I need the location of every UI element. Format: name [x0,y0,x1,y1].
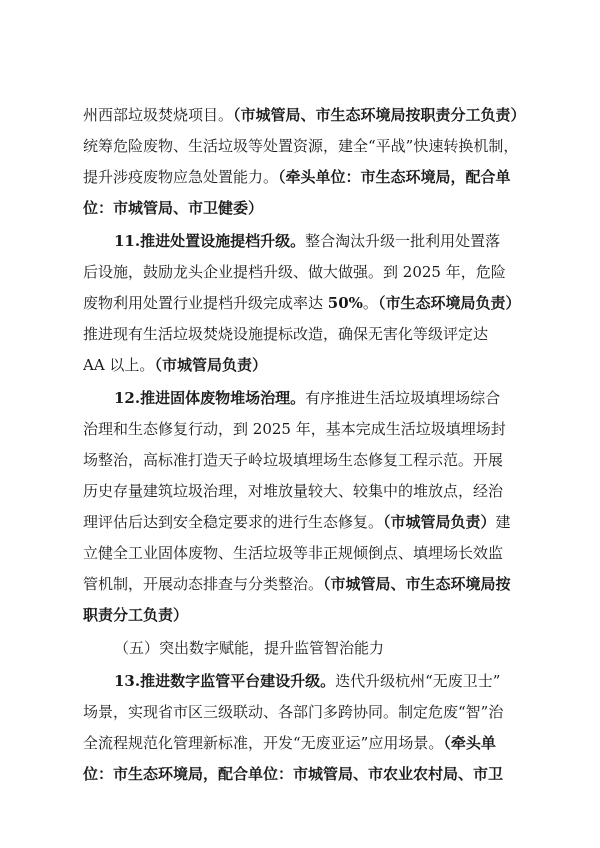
text-line [83,759,533,790]
item-title: 推进数字监管平台建设升级。 [140,672,336,690]
text-line [83,507,533,538]
responsibility-note: （市城管局负责） [383,513,496,531]
text-line [83,226,533,257]
text-line [83,569,533,600]
responsibility-note: （市生态环境局负责） [377,294,521,312]
text-line [83,538,533,569]
text-line [83,383,533,414]
body-text: 场整治，高标准打造天子岭垃圾填埋场生态修复工程示范。开展 [83,451,504,469]
text-line [83,414,533,445]
body-text: 全流程规范化管理新标准，开发“无废亚运”应用场景。 [83,734,444,752]
responsibility-note: （牵头单位：市生态环境局，配合单 [278,168,511,186]
section-heading [83,633,533,664]
text-line [83,728,533,759]
body-text: 整合淘汰升级一批利用处置落 [305,232,501,250]
body-text: 州西部垃圾焚烧项目。 [83,106,234,124]
text-line [83,445,533,476]
responsibility-note: （市城管局负责） [154,356,267,374]
body-text: 治理和生态修复行动，到 2025 年，基本完成生活垃圾填埋场封 [83,420,506,438]
text-line [83,476,533,507]
body-text: AA 以上。 [83,356,155,374]
text-line [83,131,533,162]
text-line [83,600,533,631]
document-page [83,100,533,790]
body-text: 有序推进生活垃圾填埋场综合 [305,389,501,407]
responsibility-note: （市城管局、市生态环境局按 [323,575,511,593]
body-text: 立健全工业固体废物、生活垃圾等非正规倾倒点、填埋场长效监 [83,544,504,562]
responsibility-note: 位：市城管局、市卫健委） [83,199,264,217]
text-line [83,257,533,288]
item-title: 推进处置设施提档升级。 [140,232,306,250]
responsibility-note: （牵头单 [443,734,496,752]
body-text: 提升涉疫废物应急处置能力。 [83,168,279,186]
body-text: 统筹危险废物、生活垃圾等处置资源，建全“平战”快速转换机制， [83,137,519,155]
body-text: 管机制，开展动态排查与分类整治。 [83,575,324,593]
responsibility-note: 位：市生态环境局，配合单位：市城管局、市农业农村局、市卫 [83,765,504,783]
text-line [83,288,533,319]
body-text: 场景，实现省市区三级联动、各部门多跨协同。制定危废“智”治 [83,703,504,721]
body-text: 。 [362,294,378,312]
text-line [83,666,533,697]
section-heading-text: （五）突出数字赋能，提升监管智治能力 [114,639,385,657]
body-text: 理评估后达到安全稳定要求的进行生态修复。 [83,513,384,531]
body-text: 迭代升级杭州“无废卫士” [335,672,501,690]
percentage-value: 50% [327,294,363,312]
text-line [83,697,533,728]
item-number: 11. [114,232,141,250]
body-text: 历史存量建筑垃圾治理，对堆放量较大、较集中的堆放点，经治 [83,482,504,500]
text-line [83,100,533,131]
text-line [83,319,533,350]
responsibility-note: 职责分工负责） [83,606,189,624]
responsibility-note: （市城管局、市生态环境局按职责分工负责） [233,106,526,124]
text-line [83,162,533,193]
text-line [83,350,533,381]
item-number: 13. [114,672,141,690]
item-number: 12. [114,389,141,407]
body-text: 推进现有生活垃圾焚烧设施提标改造，确保无害化等级评定达 [83,325,489,343]
item-title: 推进固体废物堆场治理。 [140,389,306,407]
body-text: 废物利用处置行业提档升级完成率达 [83,294,328,312]
body-text: 建 [495,513,511,531]
text-line [83,193,533,224]
body-text: 后设施，鼓励龙头企业提档升级、做大做强。到 2025 年，危险 [83,263,506,281]
